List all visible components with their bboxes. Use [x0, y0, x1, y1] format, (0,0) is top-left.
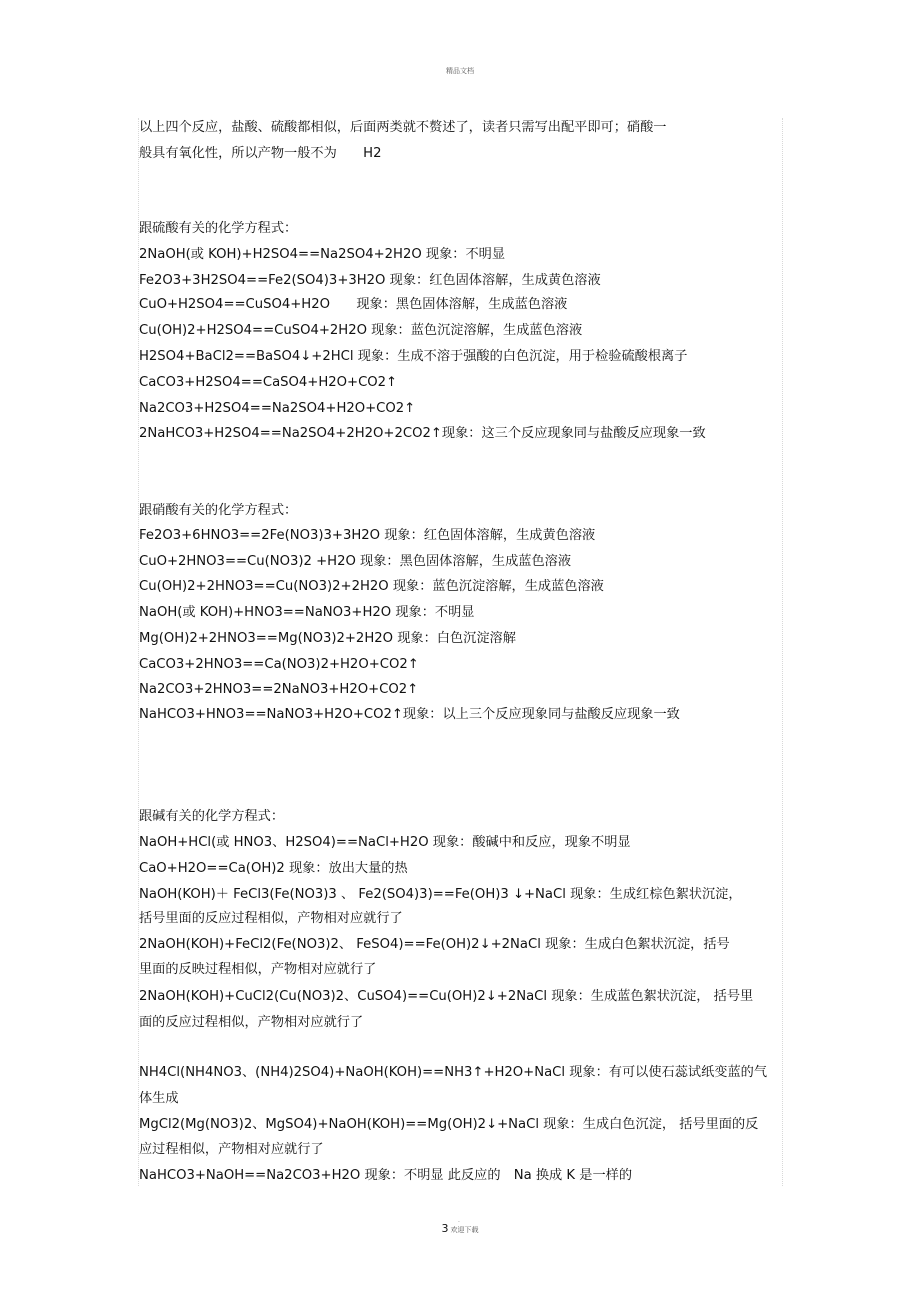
nitric-equation: Na2CO3+2HNO3==2NaNO3+H2O+CO2↑	[139, 682, 419, 697]
sulfuric-heading: 跟硫酸有关的化学方程式：	[139, 221, 298, 236]
base-equation-continued: 括号里面的反应过程相似，产物相对应就行了	[139, 911, 403, 926]
base-equation: NH4Cl(NH4NO3、(NH4)2SO4)+NaOH(KOH)==NH3↑+H2O+NaCl 现象：有可以使石蕊试纸变蓝的气	[139, 1065, 768, 1080]
footer-dot: .	[458, 1217, 460, 1224]
base-equation-continued: 应过程相似，产物相对应就行了	[139, 1142, 324, 1157]
right-margin-guide	[782, 118, 783, 1186]
sulfuric-equation: H2SO4+BaCl2==BaSO4↓+2HCl 现象：生成不溶于强酸的白色沉淀，用于检验硫酸根离子	[139, 349, 688, 364]
base-equation: NaOH(KOH)＋ FeCl3(Fe(NO3)3 、 Fe2(SO4)3)==Fe(OH)3 ↓+NaCl 现象：生成红棕色絮状沉淀，	[139, 887, 742, 902]
sulfuric-equation: Cu(OH)2+H2SO4==CuSO4+2H2O 现象：蓝色沉淀溶解，生成蓝色溶液	[139, 323, 583, 338]
footer-label: 欢迎下载	[450, 1226, 479, 1234]
sulfuric-equation: CuO+H2SO4==CuSO4+H2O 现象：黑色固体溶解，生成蓝色溶液	[139, 297, 568, 312]
base-equation-continued: 体生成	[139, 1091, 179, 1106]
nitric-equation: CuO+2HNO3==Cu(NO3)2 +H2O 现象：黑色固体溶解，生成蓝色溶液	[139, 554, 572, 569]
sulfuric-equation: 2NaHCO3+H2SO4==Na2SO4+2H2O+2CO2↑现象：这三个反应现象同与盐酸反应现象一致	[139, 426, 706, 441]
base-equation-continued: 面的反应过程相似，产物相对应就行了	[139, 1015, 364, 1030]
nitric-equation: NaHCO3+HNO3==NaNO3+H2O+CO2↑现象：以上三个反应现象同与盐酸反应现象一致	[139, 707, 680, 722]
base-equation: 2NaOH(KOH)+CuCl2(Cu(NO3)2、CuSO4)==Cu(OH)2↓+2NaCl 现象：生成蓝色絮状沉淀， 括号里	[139, 989, 754, 1004]
base-heading: 跟碱有关的化学方程式：	[139, 809, 285, 824]
nitric-heading: 跟硝酸有关的化学方程式：	[139, 503, 298, 518]
sulfuric-equation: CaCO3+H2SO4==CaSO4+H2O+CO2↑	[139, 375, 398, 390]
nitric-equation: Cu(OH)2+2HNO3==Cu(NO3)2+2H2O 现象：蓝色沉淀溶解，生成蓝色溶液	[139, 579, 604, 594]
base-equation: NaHCO3+NaOH==Na2CO3+H2O 现象：不明显 此反应的 Na 换成 K 是一样的	[139, 1168, 633, 1183]
nitric-equation: Mg(OH)2+2HNO3==Mg(NO3)2+2H2O 现象：白色沉淀溶解	[139, 631, 516, 646]
base-equation: NaOH+HCl(或 HNO3、H2SO4)==NaCl+H2O 现象：酸碱中和反应，现象不明显	[139, 835, 631, 850]
base-equation: MgCl2(Mg(NO3)2、MgSO4)+NaOH(KOH)==Mg(OH)2↓+NaCl 现象：生成白色沉淀， 括号里面的反	[139, 1117, 759, 1132]
base-equation: 2NaOH(KOH)+FeCl2(Fe(NO3)2、 FeSO4)==Fe(OH)2↓+2NaCl 现象：生成白色絮状沉淀，括号	[139, 937, 730, 952]
page-footer	[0, 1217, 920, 1235]
sulfuric-equation: Fe2O3+3H2SO4==Fe2(SO4)3+3H2O 现象：红色固体溶解，生成黄色溶液	[139, 273, 601, 288]
sulfuric-equation: 2NaOH(或 KOH)+H2SO4==Na2SO4+2H2O 现象：不明显	[139, 247, 506, 262]
page-number: 3	[441, 1222, 449, 1235]
base-equation: CaO+H2O==Ca(OH)2 现象：放出大量的热	[139, 861, 408, 876]
base-equation-continued: 里面的反映过程相似，产物相对应就行了	[139, 962, 377, 977]
intro-line-1: 以上四个反应，盐酸、硫酸都相似，后面两类就不赘述了，读者只需写出配平即可；硝酸一	[139, 120, 667, 135]
nitric-equation: NaOH(或 KOH)+HNO3==NaNO3+H2O 现象：不明显	[139, 605, 475, 620]
sulfuric-equation: Na2CO3+H2SO4==Na2SO4+H2O+CO2↑	[139, 401, 416, 416]
nitric-equation: Fe2O3+6HNO3==2Fe(NO3)3+3H2O 现象：红色固体溶解，生成黄色溶液	[139, 528, 596, 543]
header-watermark: 精品文档	[446, 67, 474, 75]
nitric-equation: CaCO3+2HNO3==Ca(NO3)2+H2O+CO2↑	[139, 657, 419, 672]
intro-line-2: 般具有氧化性，所以产物一般不为 H2	[139, 146, 382, 161]
